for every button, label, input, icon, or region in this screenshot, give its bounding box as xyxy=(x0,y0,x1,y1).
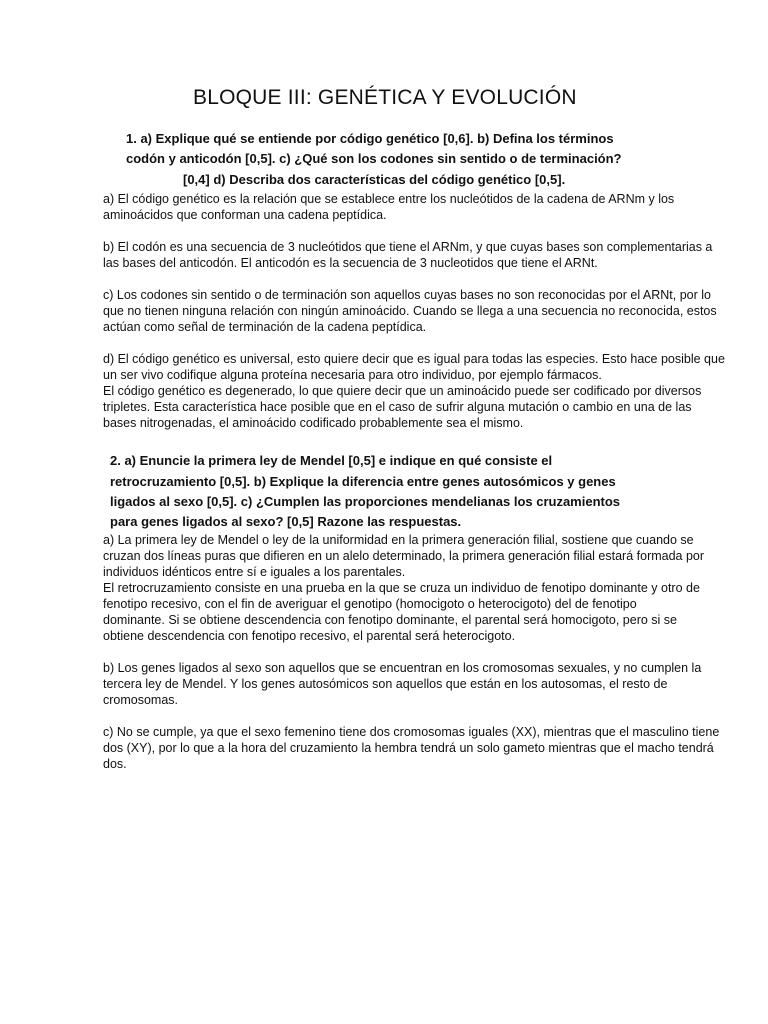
question-1-line-1: 1. a) Explique qué se entiende por código genético [0,6]. b) Defina los términos xyxy=(126,131,614,146)
answer-2a-line: El retrocruzamiento consiste en una prueba en la que se cruza un individuo de fenotipo dominante y otro de xyxy=(103,581,700,595)
answer-1c-line: que no tienen ninguna relación con ningún aminoácido. Cuando se llega a una secuencia no reconocida, estos xyxy=(103,304,717,318)
answer-1d-line: un ser vivo codifique alguna proteína necesaria para otro individuo, por ejemplo fármacos. xyxy=(103,368,602,382)
page-title: BLOQUE III: GENÉTICA Y EVOLUCIÓN xyxy=(193,86,577,109)
answer-2a-line: cruzan dos líneas puras que difieren en un alelo determinado, la primera generación filial estará formada por xyxy=(103,549,705,563)
answer-2a-line: obtiene descendencia con fenotipo recesivo, el parental será heterocigoto. xyxy=(103,629,516,643)
answer-1b-line: las bases del anticodón. El anticodón es la secuencia de 3 nucleotidos que tiene el ARNt. xyxy=(103,256,598,270)
answer-2b-line: b) Los genes ligados al sexo son aquellos que se encuentran en los cromosomas sexuales, y no cumplen la xyxy=(103,661,702,675)
answer-1d-line: tripletes. Esta característica hace posible que en el caso de sufrir alguna mutación o cambio en una de las xyxy=(103,400,692,414)
question-1-line-2: codón y anticodón [0,5]. c) ¿Qué son los codones sin sentido o de terminación? xyxy=(126,151,622,166)
answer-1a-line: aminoácidos que conforman una cadena peptídica. xyxy=(103,208,387,222)
question-2-line-2: retrocruzamiento [0,5]. b) Explique la diferencia entre genes autosómicos y genes xyxy=(110,474,616,489)
answer-block-1 xyxy=(103,191,743,431)
answer-1b-line: b) El codón es una secuencia de 3 nucleótidos que tiene el ARNm, y que cuyas bases son complementarias a xyxy=(103,240,713,254)
question-2-line-4: para genes ligados al sexo? [0,5] Razone las respuestas. xyxy=(110,514,462,529)
question-2-line-3: ligados al sexo [0,5]. c) ¿Cumplen las proporciones mendelianas los cruzamientos xyxy=(110,494,621,509)
answer-2c-line: dos. xyxy=(103,757,127,771)
answer-2a-line: fenotipo recesivo, con el fin de averiguar el genotipo (homocigoto o heterocigoto) del de fenotipo xyxy=(103,597,637,611)
answer-2c-line: c) No se cumple, ya que el sexo femenino tiene dos cromosomas iguales (XX), mientras que el masculino tiene xyxy=(103,725,720,739)
answer-block-2 xyxy=(103,532,743,772)
answer-2a-line: individuos idénticos entre sí e iguales a los parentales. xyxy=(103,565,406,579)
answer-1d-line: El código genético es degenerado, lo que quiere decir que un aminoácido puede ser codificado por diversos xyxy=(103,384,702,398)
answer-2a-line: a) La primera ley de Mendel o ley de la uniformidad en la primera generación filial, sostiene que cuando se xyxy=(103,533,694,547)
answer-1a-line: a) El código genético es la relación que se establece entre los nucleótidos de la cadena de ARNm y los xyxy=(103,192,675,206)
answer-2b-line: cromosomas. xyxy=(103,693,179,707)
answer-1c-line: actúan como señal de terminación de la cadena peptídica. xyxy=(103,320,427,334)
answer-1d-line: bases nitrogenadas, el aminoácido codificado probablemente sea el mismo. xyxy=(103,416,524,430)
question-1-line-3: [0,4] d) Describa dos características del código genético [0,5]. xyxy=(183,172,566,187)
answer-1c-line: c) Los codones sin sentido o de terminación son aquellos cuyas bases no son reconocidas por el ARNt, por lo xyxy=(103,288,711,302)
answer-2b-line: tercera ley de Mendel. Y los genes autosómicos son aquellos que están en los autosomas, el resto de xyxy=(103,677,668,691)
answer-2a-line: dominante. Si se obtiene descendencia con fenotipo dominante, el parental será homocigoto, pero si se xyxy=(103,613,677,627)
answer-1d-line: d) El código genético es universal, esto quiere decir que es igual para todas las especies. Esto hace posible que xyxy=(103,352,725,366)
answer-2c-line: dos (XY), por lo que a la hora del cruzamiento la hembra tendrá un solo gameto mientras que el macho tendrá xyxy=(103,741,714,755)
question-2-line-1: 2. a) Enuncie la primera ley de Mendel [0,5] e indique en qué consiste el xyxy=(110,453,553,468)
